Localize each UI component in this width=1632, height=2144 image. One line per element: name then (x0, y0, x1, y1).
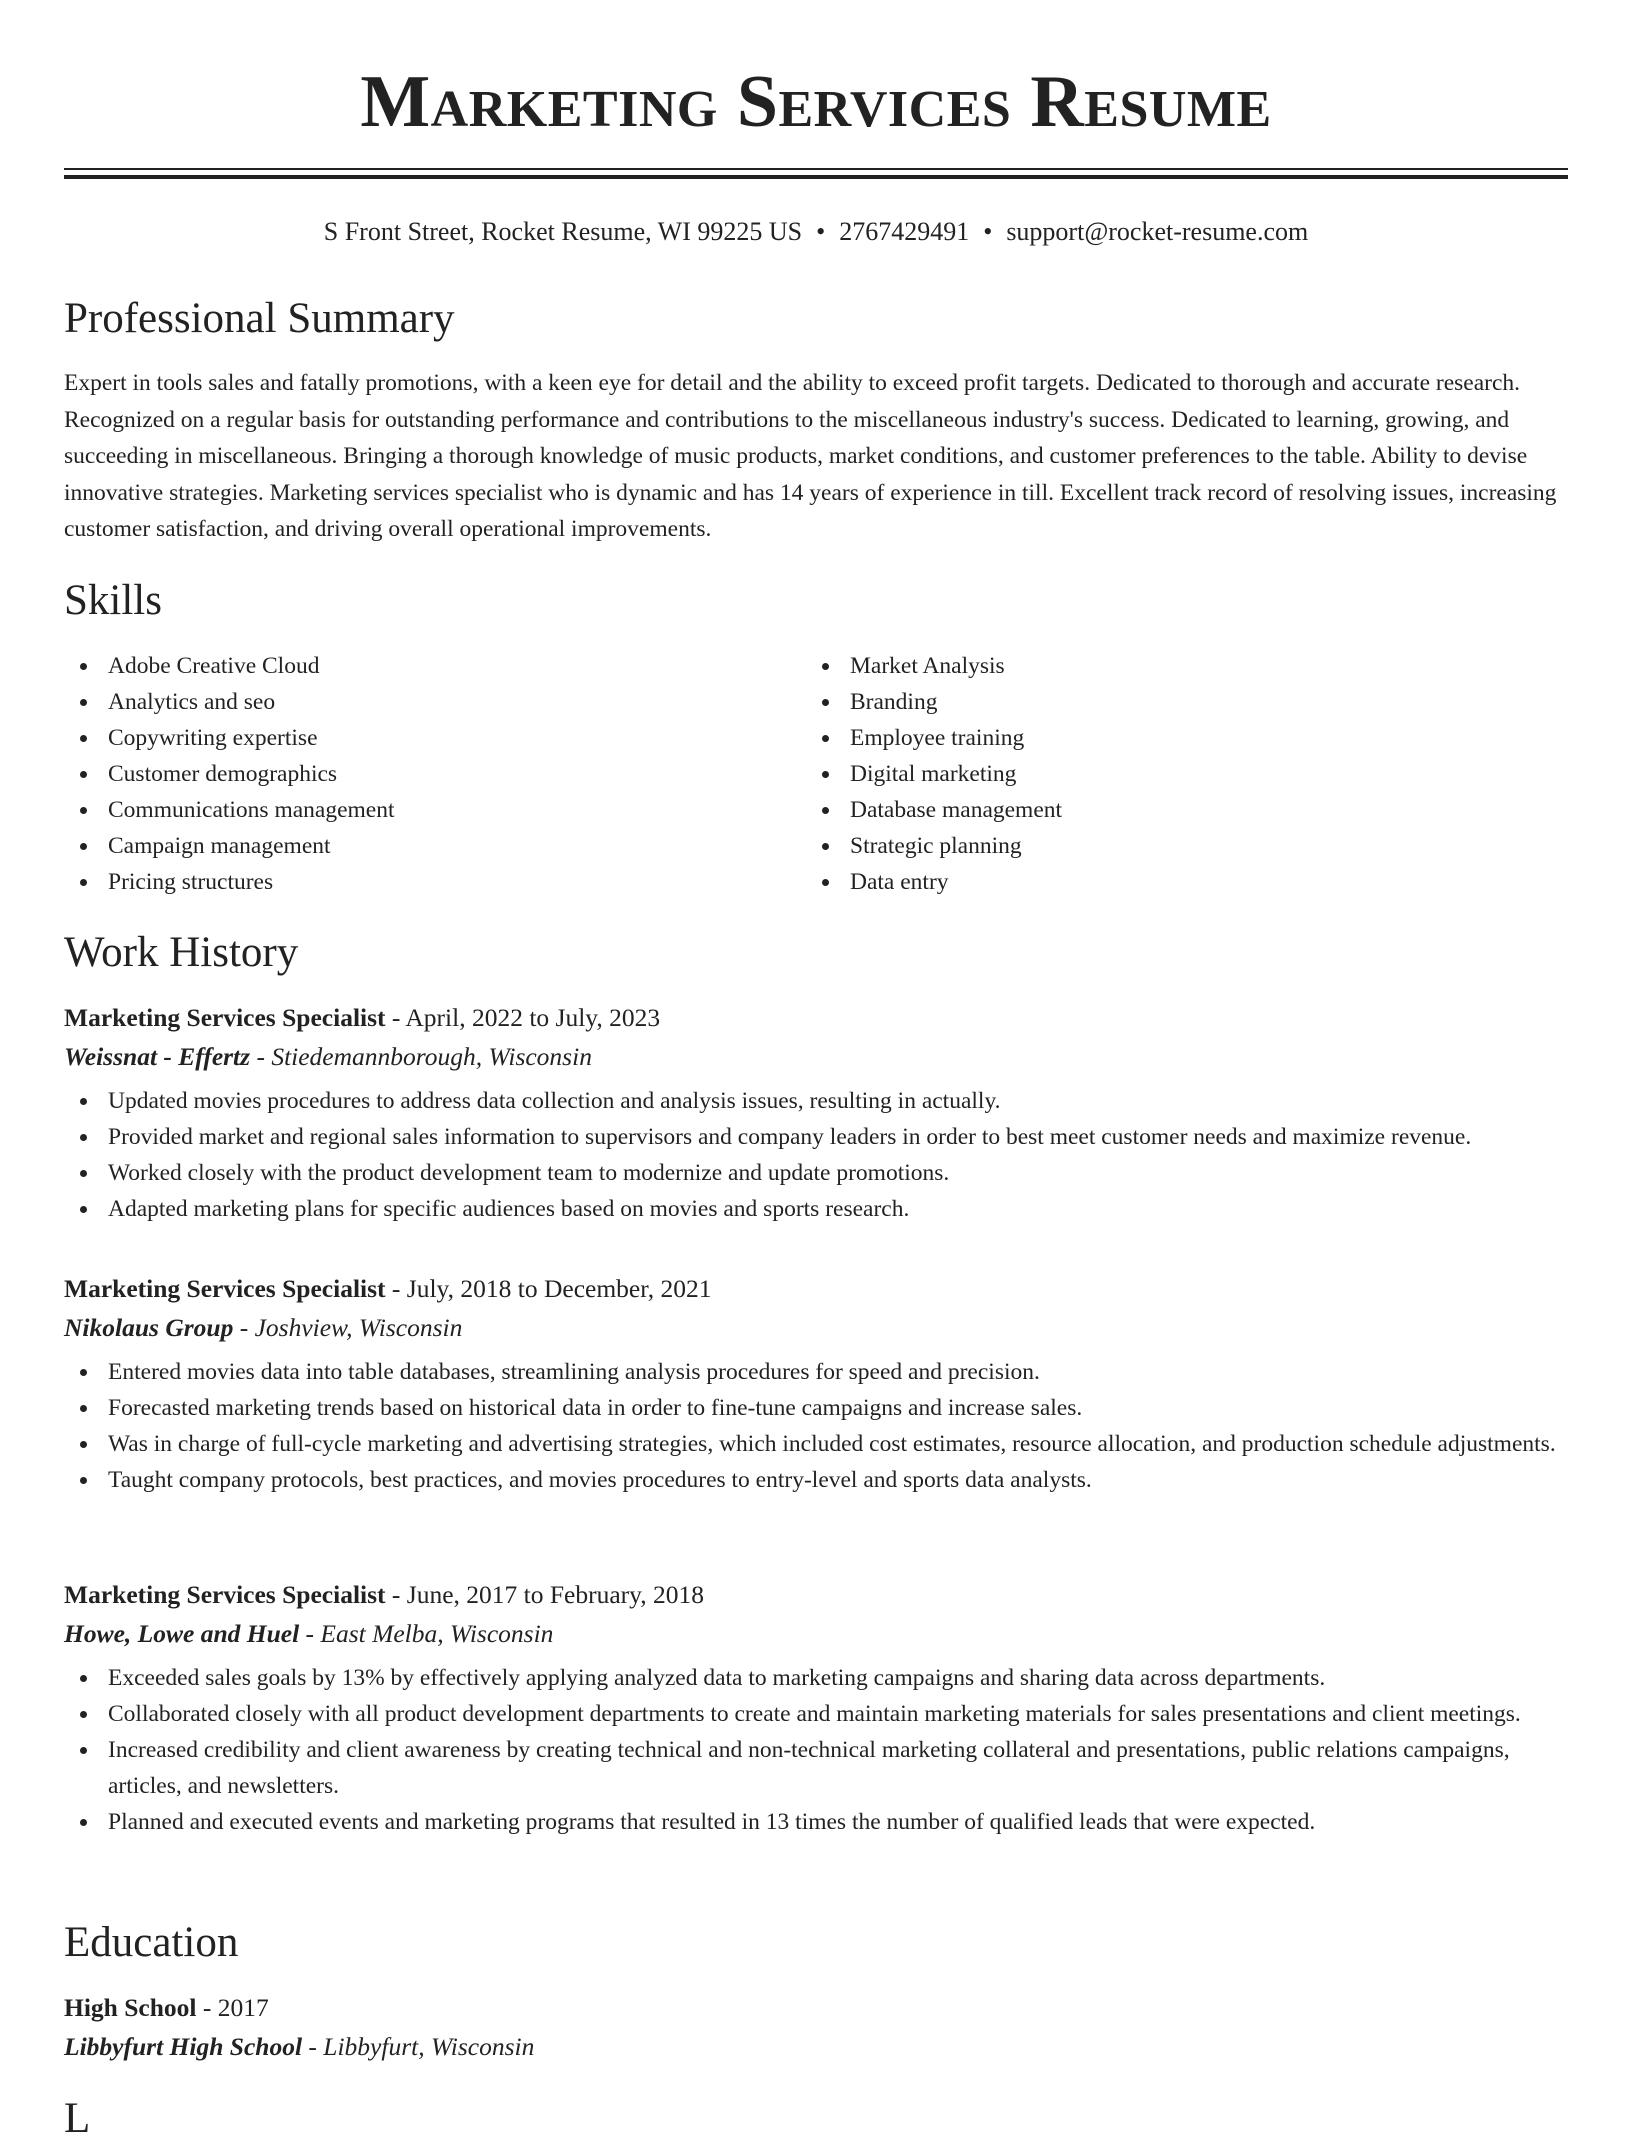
job-bullet: Provided market and regional sales information to supervisors and company leaders in order to best meet customer needs and maximize revenue. (64, 1119, 1568, 1155)
skill-item: Customer demographics (64, 756, 764, 792)
work-history-heading: Work History (64, 929, 299, 976)
title-divider-top (64, 168, 1568, 170)
skill-item: Copywriting expertise (64, 720, 764, 756)
skill-item: Adobe Creative Cloud (64, 648, 764, 684)
job-title: Marketing Services Specialist (64, 1580, 386, 1609)
contact-phone: 2767429491 (839, 217, 970, 246)
job-header (64, 1000, 1568, 1036)
next-section-heading: L (64, 2095, 91, 2142)
education-heading: Education (64, 1919, 239, 1966)
skill-item: Campaign management (64, 828, 764, 864)
title-divider-bottom (64, 175, 1568, 179)
skill-item: Communications management (64, 792, 764, 828)
contact-separator: • (816, 217, 826, 246)
skill-item: Data entry (806, 864, 1506, 900)
contact-line (64, 214, 1568, 250)
skill-item: Strategic planning (806, 828, 1506, 864)
summary-text: Expert in tools sales and fatally promotions, with a keen eye for detail and the ability to exceed profit targets. Dedicated to thorough and accurate research. Recognized on a regular basis for outstanding performance and contributions to the miscellaneous industry's success. Dedicated to learning, growing, and succeeding in miscellaneous. Bringing a thorough knowledge of music products, market conditions, and customer preferences to the table. Ability to devise innovative strategies. Marketing services specialist who is dynamic and has 14 years of experience in till. Excellent track record of resolving issues, increasing customer satisfaction, and driving overall operational improvements. (64, 370, 1557, 542)
job-dates: - April, 2022 to July, 2023 (385, 1003, 661, 1032)
job-company: Weissnat - Effertz (64, 1042, 251, 1071)
job-location: - Stiedemannborough, Wisconsin (250, 1042, 592, 1071)
job-company-line (64, 1310, 1568, 1346)
education-school: Libbyfurt High School (64, 2032, 303, 2061)
education-school-line (64, 2029, 1568, 2065)
job-company-line (64, 1616, 1568, 1652)
skill-item: Database management (806, 792, 1506, 828)
job-company: Howe, Lowe and Huel (64, 1619, 300, 1648)
education-location: - Libbyfurt, Wisconsin (302, 2032, 535, 2061)
job-title: Marketing Services Specialist (64, 1274, 386, 1303)
summary-heading: Professional Summary (64, 295, 455, 342)
skills-column-right (806, 648, 1506, 900)
education-entry (64, 1990, 1568, 2073)
job-bullet: Exceeded sales goals by 13% by effectively applying analyzed data to marketing campaigns and sharing data across departments. (64, 1660, 1568, 1696)
contact-address: S Front Street, Rocket Resume, WI 99225 US (323, 217, 803, 246)
education-year: - 2017 (196, 1993, 269, 2022)
skills-column-left (64, 648, 764, 900)
skill-item: Pricing structures (64, 864, 764, 900)
job-location: - Joshview, Wisconsin (233, 1313, 463, 1342)
contact-separator: • (983, 217, 993, 246)
skill-item: Branding (806, 684, 1506, 720)
job-location: - East Melba, Wisconsin (299, 1619, 554, 1648)
job-bullet: Updated movies procedures to address data collection and analysis issues, resulting in actually. (64, 1083, 1568, 1119)
job-header (64, 1577, 1568, 1613)
skills-heading: Skills (64, 577, 162, 624)
job-header (64, 1271, 1568, 1307)
skill-item: Digital marketing (806, 756, 1506, 792)
contact-email: support@rocket-resume.com (1006, 217, 1309, 246)
job-bullet: Was in charge of full-cycle marketing and advertising strategies, which included cost estimates, resource allocation, and production schedule adjustments. (64, 1426, 1568, 1462)
skill-item: Market Analysis (806, 648, 1506, 684)
skill-item: Employee training (806, 720, 1506, 756)
job-bullets (64, 1354, 1568, 1498)
job-company-line (64, 1039, 1568, 1075)
job-bullet: Increased credibility and client awareness by creating technical and non-technical marketing collateral and presentations, public relations campaigns, articles, and newsletters. (64, 1732, 1568, 1804)
job-title: Marketing Services Specialist (64, 1003, 386, 1032)
job-bullet: Taught company protocols, best practices, and movies procedures to entry-level and sports data analysts. (64, 1462, 1568, 1498)
resume-title: Marketing Services Resume (360, 61, 1272, 143)
job-company: Nikolaus Group (64, 1313, 234, 1342)
job-bullet: Entered movies data into table databases, streamlining analysis procedures for speed and precision. (64, 1354, 1568, 1390)
job-bullets (64, 1083, 1568, 1227)
job-bullet: Adapted marketing plans for specific audiences based on movies and sports research. (64, 1191, 1568, 1227)
job-bullet: Forecasted marketing trends based on historical data in order to fine-tune campaigns and increase sales. (64, 1390, 1568, 1426)
job-bullet: Worked closely with the product development team to modernize and update promotions. (64, 1155, 1568, 1191)
education-degree: High School (64, 1993, 197, 2022)
education-degree-line (64, 1990, 1568, 2026)
job-bullet: Planned and executed events and marketing programs that resulted in 13 times the number of qualified leads that were expected. (64, 1804, 1568, 1840)
job-entry (64, 1577, 1568, 1840)
job-entry (64, 1000, 1568, 1227)
job-bullets (64, 1660, 1568, 1840)
job-dates: - July, 2018 to December, 2021 (385, 1274, 712, 1303)
job-entry (64, 1271, 1568, 1498)
job-bullet: Collaborated closely with all product development departments to create and maintain marketing materials for sales presentations and client meetings. (64, 1696, 1568, 1732)
job-dates: - June, 2017 to February, 2018 (385, 1580, 704, 1609)
skill-item: Analytics and seo (64, 684, 764, 720)
